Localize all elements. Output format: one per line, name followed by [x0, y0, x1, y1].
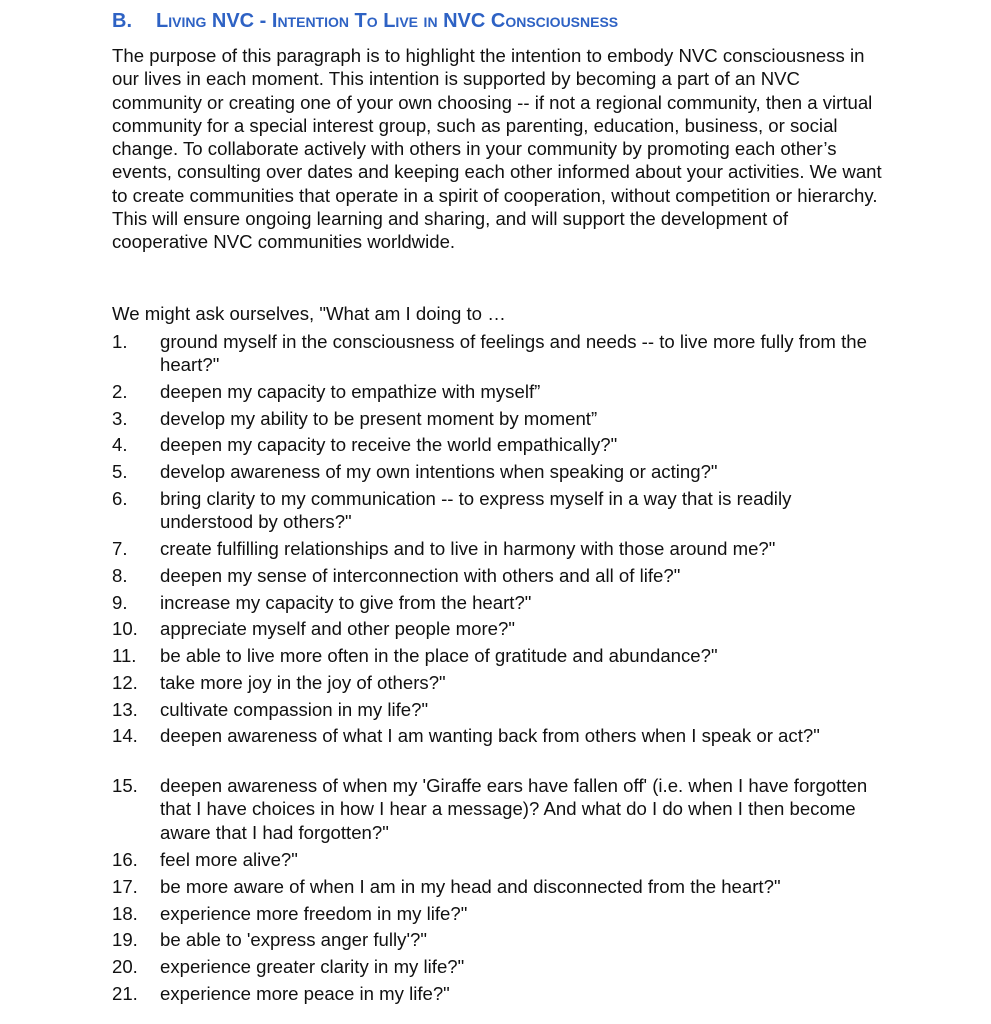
list-item-text: develop my ability to be present moment by moment” — [160, 408, 598, 429]
list-item — [112, 537, 882, 560]
section-heading — [112, 8, 618, 34]
list-item — [112, 875, 882, 898]
list-item-number: 8. — [112, 565, 128, 586]
list-item — [112, 955, 882, 978]
list-item-text: experience more freedom in my life?" — [160, 903, 468, 924]
list-item-text: feel more alive?" — [160, 849, 298, 870]
list-item — [112, 644, 882, 667]
list-item-text: deepen my capacity to empathize with myself” — [160, 381, 541, 402]
list-item-text: take more joy in the joy of others?" — [160, 672, 446, 693]
list-item-number: 2. — [112, 381, 128, 402]
list-item — [112, 928, 882, 951]
list-item-number: 12. — [112, 672, 138, 693]
list-item — [112, 564, 882, 587]
list-item-text: ground myself in the consciousness of feelings and needs -- to live more fully from the heart?" — [160, 331, 867, 376]
list-item-text: deepen my capacity to receive the world empathically?" — [160, 434, 618, 455]
list-item-number: 5. — [112, 461, 128, 482]
list-item — [112, 460, 882, 483]
list-item-number: 21. — [112, 983, 138, 1004]
list-item — [112, 774, 882, 844]
list-item-text: deepen awareness of what I am wanting back from others when I speak or act?" — [160, 725, 820, 746]
list-item — [112, 407, 882, 430]
list-item — [112, 617, 882, 640]
list-item-number: 4. — [112, 434, 128, 455]
list-item-number: 11. — [112, 645, 137, 666]
list-item — [112, 671, 882, 694]
list-item-text: increase my capacity to give from the heart?" — [160, 592, 532, 613]
list-item — [112, 487, 882, 534]
list-item — [112, 591, 882, 614]
list-item — [112, 380, 882, 403]
list-item-text: cultivate compassion in my life?" — [160, 699, 429, 720]
list-item-number: 13. — [112, 699, 138, 720]
list-item-number: 10. — [112, 618, 138, 639]
list-item-text: deepen my sense of interconnection with others and all of life?" — [160, 565, 681, 586]
list-item-text: bring clarity to my communication -- to express myself in a way that is readily understood by others?" — [160, 488, 792, 533]
list-item-number: 3. — [112, 408, 128, 429]
section-letter: B. — [112, 10, 132, 32]
list-item-text: be able to 'express anger fully'?" — [160, 929, 427, 950]
list-item-number: 6. — [112, 488, 128, 509]
list-item-number: 17. — [112, 876, 138, 897]
list-item-number: 16. — [112, 849, 138, 870]
list-item-number: 20. — [112, 956, 138, 977]
list-item-number: 14. — [112, 725, 138, 746]
list-item — [112, 330, 882, 377]
list-item-text: appreciate myself and other people more?" — [160, 618, 515, 639]
list-item — [112, 982, 882, 1005]
list-item — [112, 902, 882, 925]
list-item-number: 7. — [112, 538, 128, 559]
list-item-text: develop awareness of my own intentions when speaking or acting?" — [160, 461, 718, 482]
list-item-text: be more aware of when I am in my head and disconnected from the heart?" — [160, 876, 781, 897]
list-item — [112, 698, 882, 721]
list-item-number: 18. — [112, 903, 138, 924]
list-item — [112, 848, 882, 871]
section-title: Living NVC - Intention To Live in NVC Consciousness — [156, 10, 619, 32]
list-item-text: experience greater clarity in my life?" — [160, 956, 465, 977]
list-item-number: 19. — [112, 929, 138, 950]
purpose-paragraph: The purpose of this paragraph is to highlight the intention to embody NVC consciousness in our lives in each moment. This intention is supported by becoming a part of an NVC community or creating one of your own choosing -- if not a regional community, then a virtual community for a special interest group, such as parenting, education, business, or social change. To collaborate actively with others in your community by promoting each other’s events, consulting over dates and keeping each other informed about your activities. We want to create communities that operate in a spirit of cooperation, without competition or hierarchy. This will ensure ongoing learning and sharing, and will support the development of cooperative NVC communities worldwide. — [112, 45, 882, 253]
list-item-text: be able to live more often in the place of gratitude and abundance?" — [160, 645, 718, 666]
list-item — [112, 433, 882, 456]
list-item-number: 1. — [112, 331, 128, 352]
list-item-text: deepen awareness of when my 'Giraffe ears have fallen off' (i.e. when I have forgotten that I have choices in how I hear a message)? And what do I do when I then become aware that I had forgotten?" — [160, 775, 868, 843]
list-item-number: 9. — [112, 592, 128, 613]
question-intro: We might ask ourselves, "What am I doing to … — [112, 303, 506, 324]
list-item-number: 15. — [112, 775, 138, 796]
list-item — [112, 724, 882, 747]
list-item-text: create fulfilling relationships and to live in harmony with those around me?" — [160, 538, 776, 559]
list-item-text: experience more peace in my life?" — [160, 983, 450, 1004]
